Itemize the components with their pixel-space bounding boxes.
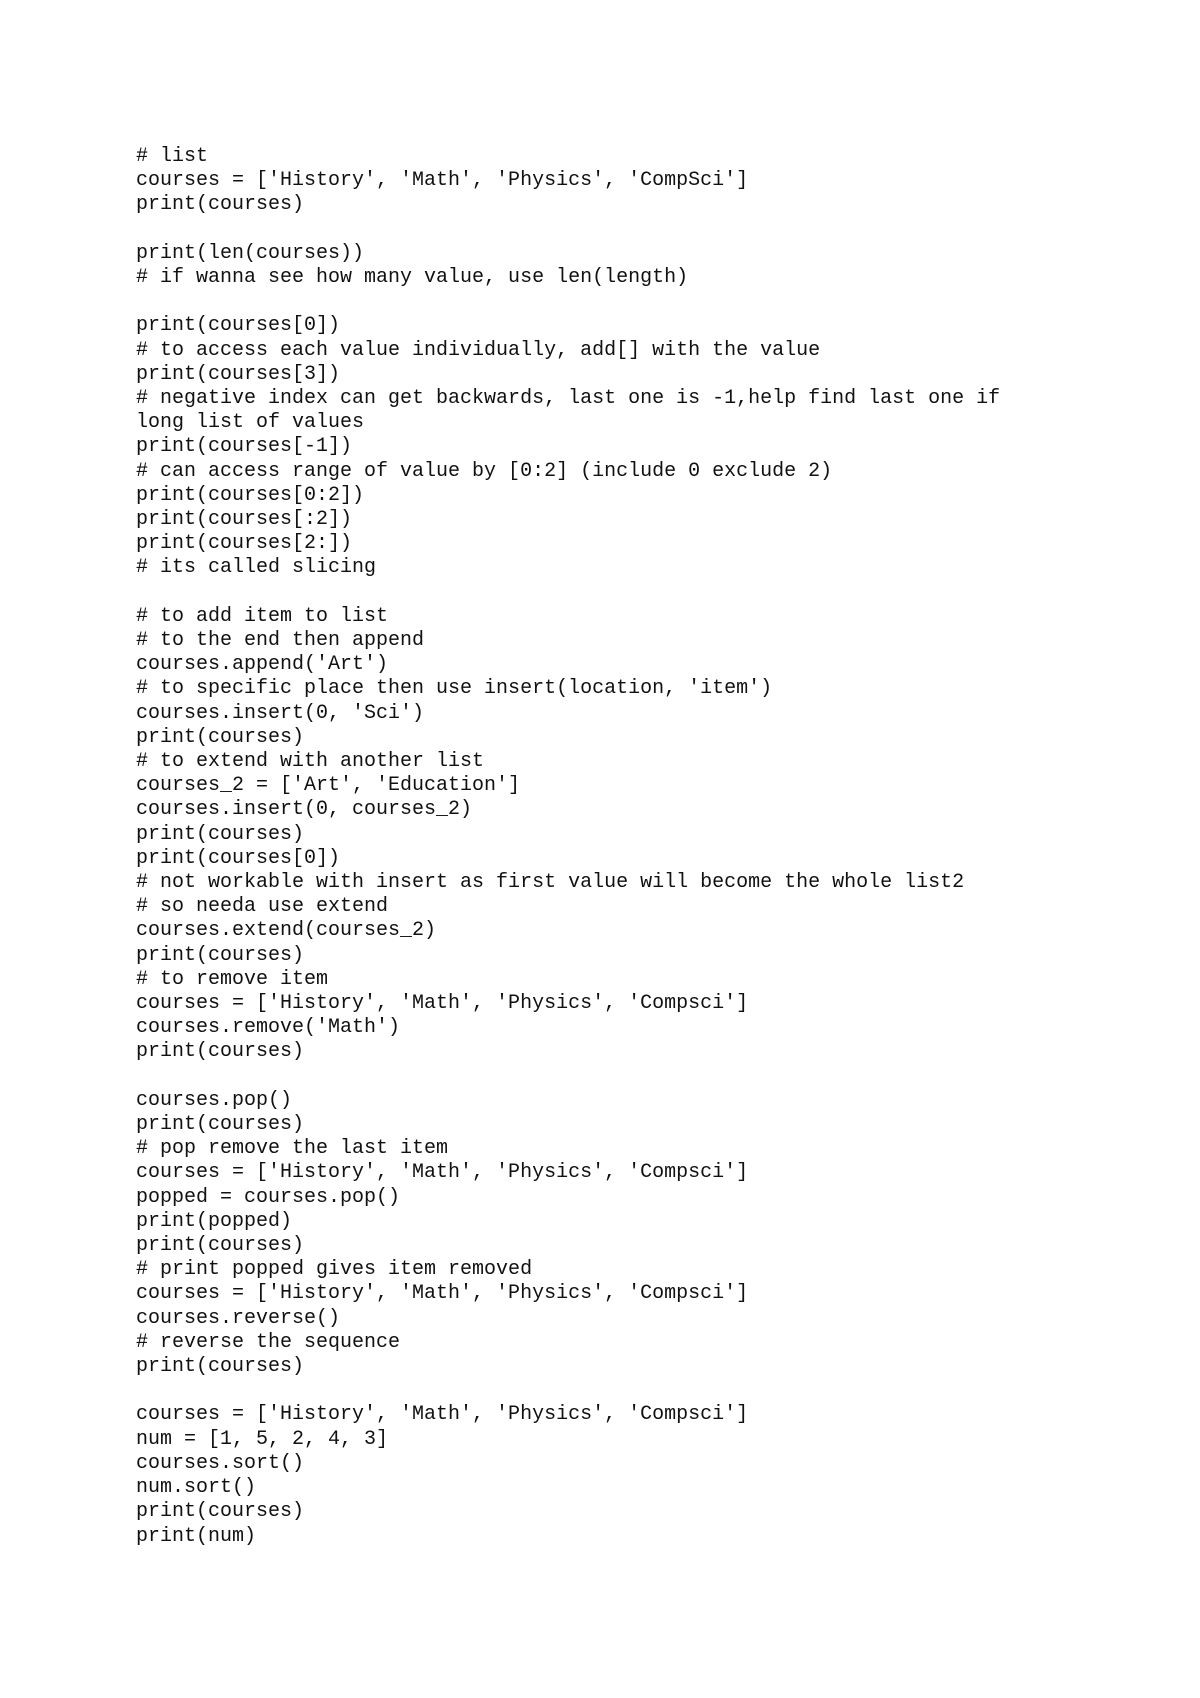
code-line: courses.remove('Math') xyxy=(136,1016,401,1040)
code-line: # to the end then append xyxy=(136,629,425,653)
code-line: courses.sort() xyxy=(136,1451,305,1475)
code-line: courses.insert(0, 'Sci') xyxy=(136,701,425,725)
code-line: courses.reverse() xyxy=(136,1306,341,1330)
code-line: print(popped) xyxy=(136,1209,293,1233)
code-line: # to remove item xyxy=(136,967,329,991)
code-line: print(courses[0]) xyxy=(136,314,341,338)
code-line: # reverse the sequence xyxy=(136,1330,401,1354)
blank-line xyxy=(136,218,1086,242)
code-line: # to access each value individually, add[] with the value xyxy=(136,338,821,362)
blank-line xyxy=(136,1379,1086,1403)
code-line: print(courses[0:2]) xyxy=(136,483,365,507)
code-line: # negative index can get backwards, last one is -1,help find last one if xyxy=(136,387,1001,410)
code-line: courses = ['History', 'Math', 'Physics', 'Compsci'] xyxy=(136,1403,749,1427)
code-line: print(courses) xyxy=(136,1355,305,1379)
code-line: num = [1, 5, 2, 4, 3] xyxy=(136,1427,389,1451)
code-line: courses.insert(0, courses_2) xyxy=(136,798,473,822)
code-line: courses = ['History', 'Math', 'Physics', 'Compsci'] xyxy=(136,1161,749,1185)
code-line: courses = ['History', 'Math', 'Physics', 'Compsci'] xyxy=(136,1282,749,1306)
code-line: print(courses) xyxy=(136,193,305,217)
code-line: # if wanna see how many value, use len(length) xyxy=(136,266,689,289)
blank-line xyxy=(136,1065,1086,1089)
code-line: print(courses) xyxy=(136,822,305,846)
code-line: # print popped gives item removed xyxy=(136,1258,533,1282)
code-line: print(courses[0]) xyxy=(136,846,341,870)
code-line: print(courses[2:]) xyxy=(136,532,353,556)
code-line: num.sort() xyxy=(136,1476,257,1500)
code-line: print(len(courses)) xyxy=(136,241,365,265)
code-line: # so needa use extend xyxy=(136,895,389,919)
code-line: courses_2 = ['Art', 'Education'] xyxy=(136,774,521,798)
code-line: courses = ['History', 'Math', 'Physics', 'Compsci'] xyxy=(136,992,749,1016)
blank-line xyxy=(136,581,1086,605)
code-line: # to specific place then use insert(location, 'item') xyxy=(136,677,773,701)
code-line: # can access range of value by [0:2] (include 0 exclude 2) xyxy=(136,459,833,483)
code-line: print(courses[3]) xyxy=(136,362,341,386)
code-line: print(courses) xyxy=(136,1234,305,1258)
code-line: print(courses[:2]) xyxy=(136,508,353,532)
code-line: # its called slicing xyxy=(136,556,377,580)
code-line: print(courses) xyxy=(136,943,305,967)
code-line: courses = ['History', 'Math', 'Physics', 'CompSci'] xyxy=(136,169,749,193)
code-line: print(courses) xyxy=(136,1500,305,1524)
code-line: popped = courses.pop() xyxy=(136,1185,401,1209)
code-line: print(courses[-1]) xyxy=(136,435,353,459)
code-line: # to add item to list xyxy=(136,604,389,628)
blank-line xyxy=(136,290,1086,314)
code-line: print(courses) xyxy=(136,1113,305,1137)
code-line: # pop remove the last item xyxy=(136,1137,449,1161)
code-line: courses.append('Art') xyxy=(136,653,389,677)
code-listing xyxy=(136,145,1086,1549)
code-line: # not workable with insert as first value will become the whole list2 xyxy=(136,871,965,895)
code-line: # to extend with another list xyxy=(136,750,485,774)
code-line: print(courses) xyxy=(136,1040,305,1064)
code-line: courses.pop() xyxy=(136,1088,293,1112)
code-line: long list of values xyxy=(136,411,365,435)
code-line: print(courses) xyxy=(136,725,305,749)
code-line: courses.extend(courses_2) xyxy=(136,919,437,943)
code-line: print(num) xyxy=(136,1524,257,1548)
code-line: # list xyxy=(136,145,209,168)
